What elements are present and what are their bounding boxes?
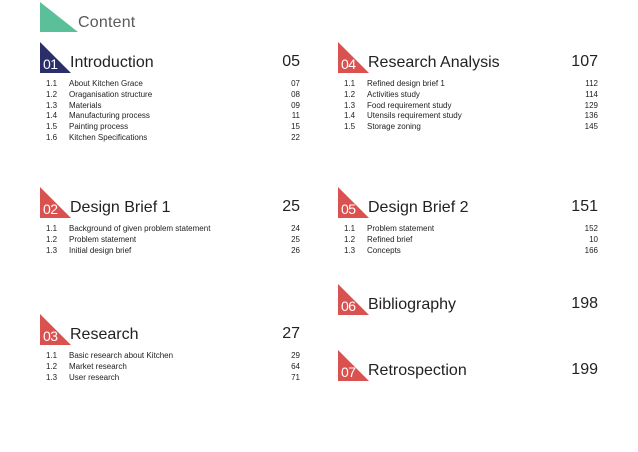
item-page: 114: [585, 89, 598, 99]
item-number: 1.1: [344, 79, 356, 88]
item-label: Background of given problem statement: [69, 224, 211, 233]
item-number: 1.6: [46, 132, 58, 142]
section-title: Design Brief 1: [70, 199, 171, 216]
item-page: 15: [291, 122, 300, 132]
item-label: Market research: [69, 361, 127, 371]
section-title: Bibliography: [368, 296, 457, 313]
toc-item[interactable]: [40, 90, 300, 101]
item-page: 64: [291, 361, 300, 371]
item-number: 1.3: [344, 100, 356, 110]
item-label: Refined design brief 1: [367, 79, 445, 88]
item-number: 1.5: [344, 122, 356, 132]
item-page: 22: [291, 132, 300, 142]
item-page: 25: [291, 234, 300, 244]
toc-item[interactable]: [40, 235, 300, 246]
item-label: Materials: [69, 100, 102, 110]
section-number: 06: [341, 298, 356, 314]
section-number: 03: [43, 328, 58, 344]
section-design-brief-1: [40, 187, 300, 256]
toc-item[interactable]: [40, 101, 300, 112]
item-number: 1.5: [46, 122, 58, 132]
toc-item[interactable]: [40, 246, 300, 257]
item-label: Storage zoning: [367, 122, 421, 132]
section-items: [338, 79, 598, 133]
item-number: 1.3: [344, 245, 356, 255]
item-number: 1.4: [344, 111, 356, 121]
toc-item[interactable]: [338, 111, 598, 122]
item-number: 1.2: [46, 234, 58, 244]
section-header[interactable]: [338, 350, 598, 380]
section-page: 198: [571, 295, 598, 312]
item-number: 1.3: [46, 245, 58, 255]
section-introduction: [40, 42, 300, 144]
section-bibliography: [338, 284, 598, 314]
item-label: Initial design brief: [69, 245, 132, 255]
item-label: Manufacturing process: [69, 111, 150, 121]
section-items: [40, 224, 300, 256]
toc-item[interactable]: [338, 122, 598, 133]
section-items: [338, 224, 598, 256]
item-label: Problem statement: [69, 234, 137, 244]
item-page: 11: [291, 111, 300, 121]
toc-item[interactable]: [40, 373, 300, 384]
item-page: 152: [584, 224, 598, 233]
section-header[interactable]: [338, 284, 598, 314]
section-title: Design Brief 2: [368, 199, 469, 216]
toc-item[interactable]: [40, 362, 300, 373]
section-design-brief-2: [338, 187, 598, 256]
section-items: [40, 79, 300, 144]
item-number: 1.1: [46, 351, 58, 360]
item-number: 1.2: [46, 361, 58, 371]
item-label: About Kitchen Grace: [69, 79, 143, 88]
section-research: [40, 314, 300, 383]
section-page: 27: [282, 325, 300, 342]
section-items: [40, 351, 300, 383]
item-label: Problem statement: [367, 224, 435, 233]
item-number: 1.4: [46, 111, 58, 121]
section-title: Research: [70, 326, 139, 343]
item-page: 26: [291, 245, 300, 255]
section-page: 107: [571, 53, 598, 70]
section-number: 05: [341, 201, 356, 217]
toc-item[interactable]: [338, 90, 598, 101]
toc-item[interactable]: [338, 224, 598, 235]
section-header[interactable]: [338, 187, 598, 217]
item-label: Painting process: [69, 122, 129, 132]
item-page: 24: [291, 224, 300, 233]
section-number: 04: [341, 56, 356, 72]
item-number: 1.1: [46, 224, 58, 233]
toc-item[interactable]: [338, 79, 598, 90]
item-label: Basic research about Kitchen: [69, 351, 174, 360]
item-number: 1.2: [344, 234, 356, 244]
section-retrospection: [338, 350, 598, 380]
toc-item[interactable]: [338, 246, 598, 257]
section-research-analysis: [338, 42, 598, 133]
item-page: 71: [291, 372, 300, 382]
section-page: 05: [282, 53, 300, 70]
item-number: 1.1: [344, 224, 356, 233]
toc-item[interactable]: [40, 122, 300, 133]
item-number: 1.2: [46, 89, 58, 99]
item-page: 10: [589, 234, 598, 244]
item-page: 08: [291, 89, 300, 99]
content-header: [40, 2, 150, 36]
item-label: Food requirement study: [367, 100, 452, 110]
section-number: 01: [43, 56, 58, 72]
section-header[interactable]: [40, 42, 300, 72]
item-number: 1.1: [46, 79, 58, 88]
item-page: 166: [584, 245, 598, 255]
item-page: 129: [584, 100, 598, 110]
item-number: 1.3: [46, 100, 58, 110]
page-title: Content: [78, 14, 136, 31]
item-label: Refined brief: [367, 234, 413, 244]
toc-item[interactable]: [40, 79, 300, 90]
toc-item[interactable]: [40, 351, 300, 362]
item-label: Activities study: [367, 89, 420, 99]
item-number: 1.3: [46, 372, 58, 382]
toc-item[interactable]: [40, 133, 300, 144]
section-title: Research Analysis: [368, 54, 500, 71]
item-number: 1.2: [344, 89, 356, 99]
section-title: Introduction: [70, 54, 154, 71]
item-page: 136: [584, 111, 598, 121]
section-number: 07: [341, 364, 356, 380]
toc-item[interactable]: [40, 224, 300, 235]
item-page: 09: [291, 100, 300, 110]
item-page: 07: [291, 79, 300, 88]
item-page: 29: [291, 351, 300, 360]
section-number: 02: [43, 201, 58, 217]
section-header[interactable]: [338, 42, 598, 72]
item-label: Utensils requirement study: [367, 111, 462, 121]
section-page: 151: [571, 198, 598, 215]
item-label: Concepts: [367, 245, 401, 255]
item-label: Kitchen Specifications: [69, 132, 148, 142]
section-page: 199: [571, 361, 598, 378]
item-page: 112: [585, 79, 598, 88]
section-title: Retrospection: [368, 362, 467, 379]
section-header[interactable]: [40, 187, 300, 217]
header-triangle-icon: [40, 2, 80, 34]
section-page: 25: [282, 198, 300, 215]
item-label: Oraganisation structure: [69, 89, 153, 99]
item-label: User research: [69, 372, 120, 382]
toc-item[interactable]: [338, 235, 598, 246]
toc-item[interactable]: [40, 111, 300, 122]
item-page: 145: [584, 122, 598, 132]
toc-item[interactable]: [338, 101, 598, 112]
section-header[interactable]: [40, 314, 300, 344]
